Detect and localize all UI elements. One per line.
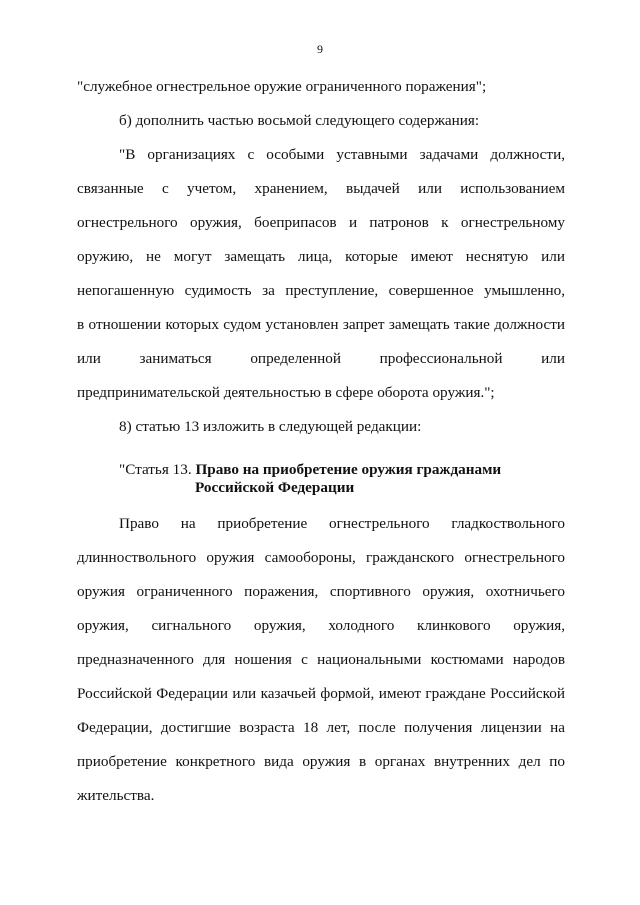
text-line: "В организациях с особыми уставными задачами должности,	[119, 146, 565, 163]
text-line: жительства.	[77, 787, 155, 804]
text-line: связанные с учетом, хранением, выдачей или использованием	[77, 180, 565, 197]
text-line: приобретение конкретного вида оружия в органах внутренних дел по	[77, 753, 565, 770]
article-title-line2: Российской Федерации	[195, 479, 355, 496]
text-line: Федерации, достигшие возраста 18 лет, после получения лицензии на	[77, 719, 565, 736]
text-line: длинноствольного оружия самообороны, гражданского огнестрельного	[77, 549, 565, 566]
text-line: предпринимательской деятельностью в сфере оборота оружия.";	[77, 384, 495, 401]
text-line: непогашенную судимость за преступление, совершенное умышленно,	[77, 282, 565, 299]
text-line: оружия, сигнального оружия, холодного клинкового оружия,	[77, 617, 565, 634]
text-line: или заниматься определенной профессиональной или	[77, 350, 565, 367]
article-heading	[119, 461, 501, 479]
article-text-block	[77, 507, 565, 813]
article-title-line1: Право на приобретение оружия гражданами	[195, 461, 502, 478]
text-line: оружию, не могут замещать лица, которые имеют неснятую или	[77, 248, 565, 265]
text-line: предназначенного для ношения с национальными костюмами народов	[77, 651, 565, 668]
text-line: Право на приобретение огнестрельного гладкоствольного	[119, 515, 565, 532]
text-line: оружия ограниченного поражения, спортивного оружия, охотничьего	[77, 583, 565, 600]
text-line: Российской Федерации или казачьей формой, имеют граждане Российской	[77, 685, 565, 702]
text-line: в отношении которых судом установлен запрет замещать такие должности	[77, 316, 565, 333]
amendment-text-block	[77, 70, 565, 444]
text-line: 8) статью 13 изложить в следующей редакции:	[119, 418, 422, 435]
text-line: огнестрельного оружия, боеприпасов и патронов к огнестрельному	[77, 214, 565, 231]
text-line: б) дополнить частью восьмой следующего содержания:	[119, 112, 480, 129]
page-number: 9	[317, 42, 323, 56]
text-line: "служебное огнестрельное оружие ограниченного поражения";	[77, 78, 487, 95]
article-prefix: "Статья 13.	[119, 461, 192, 478]
